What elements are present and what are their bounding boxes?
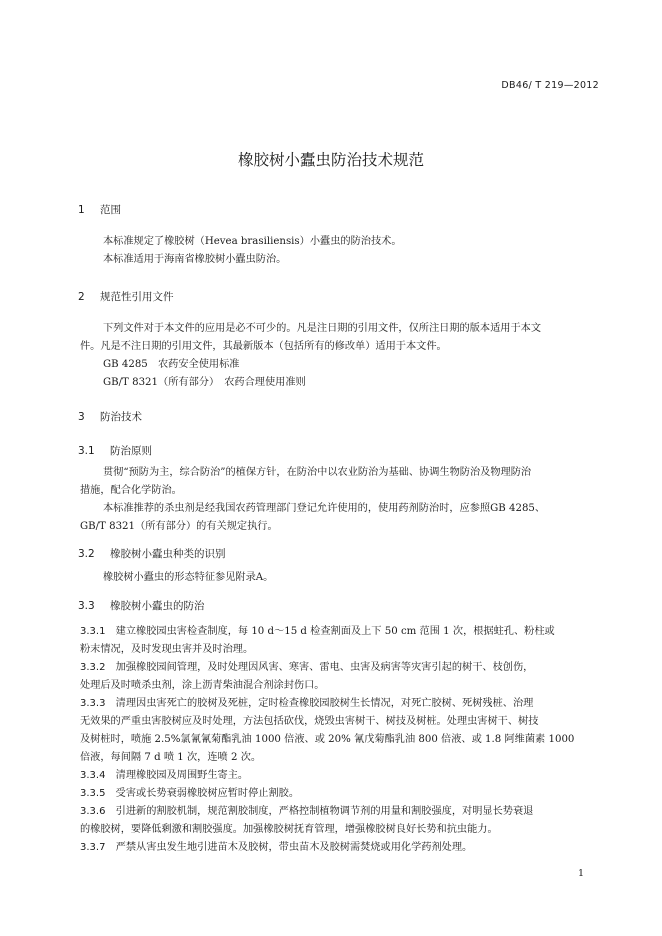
clause-line: 倍液，每间隔 7 d 喷 1 次，连喷 2 次。 xyxy=(80,752,262,763)
section-number: 1 xyxy=(78,204,85,216)
clause-text: 受害或长势衰弱橡胶树应暂时停止割胶。 xyxy=(115,788,300,799)
section-number: 3 xyxy=(78,411,85,423)
reference-item: GB/T 8321（所有部分） 农药合理使用准则 xyxy=(103,377,306,388)
paragraph: 本标准适用于海南省橡胶树小蠹虫防治。 xyxy=(103,254,287,265)
clause-number: 3.3.7 xyxy=(80,842,106,853)
clause-3-3-2 xyxy=(80,659,533,677)
clause-3-3-4 xyxy=(80,767,248,785)
subsection-3-3-heading xyxy=(78,598,205,613)
subsection-3-1-heading xyxy=(78,443,152,458)
clause-line: 的橡胶树，要降低剩激和割胶强度。加强橡胶树抚育管理，增强橡胶树良好长势和抗虫能力。 xyxy=(80,824,498,835)
reference-item: GB 4285 农药安全使用标准 xyxy=(103,359,240,370)
section-title: 规范性引用文件 xyxy=(100,291,174,303)
clause-3-3-6 xyxy=(80,803,533,821)
clause-text: 清理因虫害死亡的胶树及死桩，定时检查橡胶园胶树生长情况，对死亡胶树、死树残桩、治理 xyxy=(115,698,534,709)
clause-line: 无效果的严重虫害胶树应及时处理，方法包括砍伐，烧毁虫害树干、树技及树桩。处理虫害树干、树技 xyxy=(80,716,539,727)
section-title: 防治技术 xyxy=(100,411,142,423)
section-title: 范围 xyxy=(100,204,121,216)
clause-number: 3.3.5 xyxy=(80,788,106,799)
clause-line: 及树桩时，喷施 2.5%氯氰氰菊酯乳油 1000 倍液、或 20% 氰戊菊酯乳油 800 倍液、或 1.8 阿维菌素 1000 xyxy=(80,734,575,745)
subsection-3-2-heading xyxy=(78,546,226,561)
clause-3-3-1 xyxy=(80,623,555,641)
clause-text: 建立橡胶园虫害检查制度，每 10 d～15 d 检查割面及上下 50 cm 范围 1 次，根据蛀孔、粉柱或 xyxy=(115,626,555,637)
section-1-heading xyxy=(78,202,121,217)
clause-line: 粉末情况，及时发现虫害并及时治理。 xyxy=(80,644,254,655)
clause-text: 加强橡胶园间管理，及时处理因风害、寒害、雷电、虫害及病害等灾害引起的树干、枝创伤， xyxy=(115,662,534,673)
clause-text: 严禁从害虫发生地引进苗木及胶树，带虫苗木及胶树需焚烧或用化学药剂处理。 xyxy=(115,842,473,853)
clause-3-3-7 xyxy=(80,839,472,857)
clause-number: 3.3.6 xyxy=(80,806,106,817)
clause-number: 3.3.2 xyxy=(80,662,106,673)
section-title: 防治原则 xyxy=(110,445,152,457)
paragraph-line: GB/T 8321（所有部分）的有关规定执行。 xyxy=(80,521,278,532)
standard-code: DB46/ T 219—2012 xyxy=(501,80,599,91)
clause-number: 3.3.3 xyxy=(80,698,106,709)
clause-line: 处理后及时喷杀虫剂，涂上沥青柴油混合剂涂封伤口。 xyxy=(80,680,325,691)
section-number: 2 xyxy=(78,291,85,303)
clause-3-3-3 xyxy=(80,695,533,713)
paragraph-line: 贯彻“预防为主，综合防治”的植保方针，在防治中以农业防治为基础、协调生物防治及物理防治 xyxy=(103,467,532,478)
clause-number: 3.3.1 xyxy=(80,626,106,637)
paragraph-line: 本标准推荐的杀虫剂是经我国农药管理部门登记允许使用的，使用药剂防治时，应参照GB 4285、 xyxy=(103,503,546,514)
section-2-heading xyxy=(78,289,174,304)
paragraph-line: 措施，配合化学防治。 xyxy=(80,485,182,496)
section-number: 3.1 xyxy=(78,445,95,457)
paragraph: 橡胶树小蠹虫的形态特征参见附录A。 xyxy=(103,572,274,583)
clause-text: 引进新的割胶机制，规范割胶制度，严格控制植物调节剂的用量和割胶强度，对明显长势衰退 xyxy=(115,806,534,817)
paragraph-line: 件。凡是不注日期的引用文件，其最新版本（包括所有的修改单）适用于本文件。 xyxy=(80,341,447,352)
page-number: 1 xyxy=(577,868,584,879)
section-number: 3.2 xyxy=(78,548,95,560)
clause-number: 3.3.4 xyxy=(80,770,106,781)
section-number: 3.3 xyxy=(78,600,95,612)
paragraph: 本标准规定了橡胶树（Hevea brasiliensis）小蠹虫的防治技术。 xyxy=(103,236,402,247)
section-3-heading xyxy=(78,409,142,424)
paragraph-line: 下列文件对于本文件的应用是必不可少的。凡是注日期的引用文件，仅所注日期的版本适用于本文 xyxy=(103,323,542,334)
section-title: 橡胶树小蠹虫的防治 xyxy=(110,600,205,612)
page-title: 橡胶树小蠹虫防治技术规范 xyxy=(237,151,424,169)
clause-3-3-5 xyxy=(80,785,299,803)
section-title: 橡胶树小蠹虫种类的识别 xyxy=(110,548,226,560)
clause-text: 清理橡胶园及周围野生寄主。 xyxy=(115,770,249,781)
